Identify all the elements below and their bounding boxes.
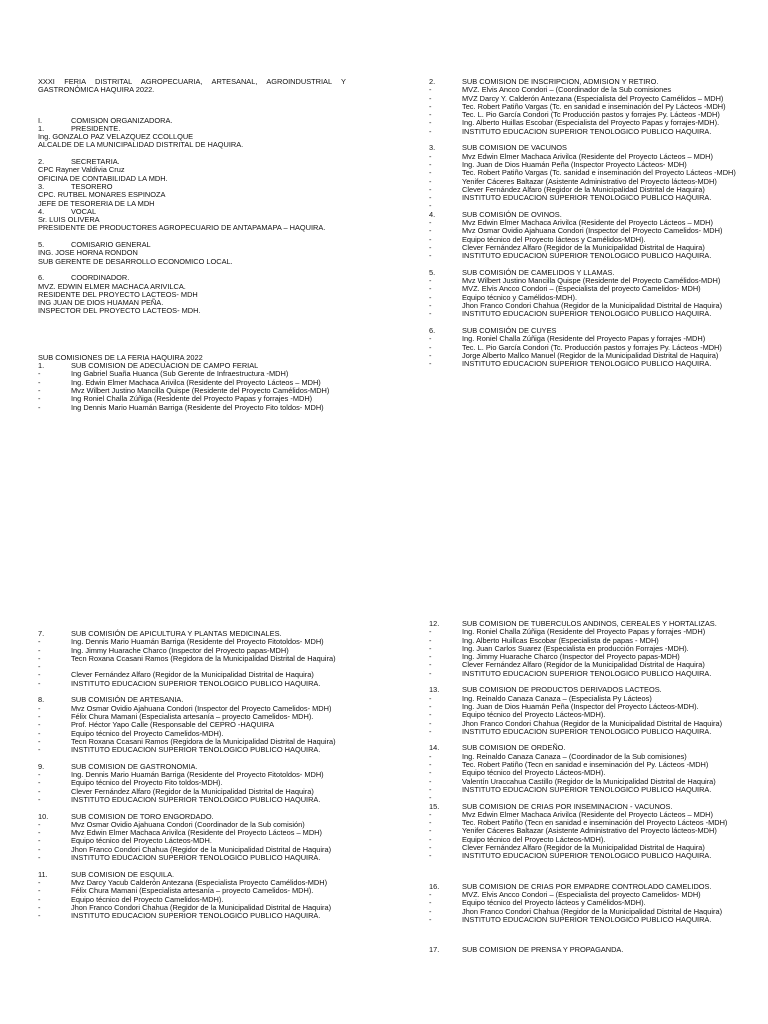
bullet-dash: - — [429, 218, 432, 228]
bullet-dash: - — [429, 693, 432, 703]
list-item-text: INSTITUTO EDUCACION SUPERIOR TENOLOGICO PUBLICO HAQUIRA. — [462, 668, 712, 678]
document-title-line-1: XXXI FERIA DISTRITAL AGROPECUARIA, ARTESANAL, AGROINDUSTRIAL Y — [38, 77, 346, 86]
bullet-dash: - — [429, 101, 432, 111]
list-item-text: Equipo técnico del Proyecto Fito toldos-MDH). — [71, 778, 223, 788]
list-item-text: Mvz Osmar Ovidio Ajahuana Condori (Coordinador de la Sub comisión) — [71, 819, 305, 829]
bullet-dash: - — [38, 703, 41, 713]
bullet-dash: - — [429, 851, 432, 861]
role-heading-commissioner: 5. COMISARIO GENERAL — [38, 240, 151, 250]
list-item-text: Mvz Osmar Ovidio Ajahuana Condori (Inspector del Proyecto Camelidos- MDH) — [71, 703, 332, 713]
list-item-text: Mvz Edwin Elmer Machaca Arivilca (Residente del Proyecto Lácteos – MDH) — [71, 828, 322, 838]
list-item-text: Ing. Dennis Mario Huamán Barriga (Residente del Proyecto Fitotoldos- MDH) — [71, 770, 324, 780]
bullet-dash: - — [429, 635, 432, 645]
commissioner-name: ING. JOSE HORNA RONDON — [38, 248, 138, 258]
bullet-dash: - — [429, 85, 432, 95]
list-item-text: Ing. Alberto Huillas Escobar (Especialista del Proyecto Papas y forrajes-MDH). — [462, 118, 720, 128]
subcommissions-heading: SUB COMISIONES DE LA FERIA HAQUIRA 2022 — [38, 352, 203, 362]
bullet-dash: - — [38, 819, 41, 829]
list-item-text: Tec. Robert Patiño Vargas (Tc. sanidad e inseminación del Proyecto Lácteos -MDH) — [462, 168, 736, 178]
bullet-dash: - — [429, 284, 432, 294]
bullet-dash: - — [429, 234, 432, 244]
right-column-page-1 — [429, 78, 759, 368]
list-item-text: Ing. Reinaldo Canaza Canaza – (Coordinador de la Sub comisiones) — [462, 751, 687, 761]
list-item — [429, 852, 759, 860]
list-item-text: Clever Fernández Alfaro (Regidor de la Municipalidad Distrital de Haquira) — [71, 786, 314, 796]
section-heading-organizing-committee: I. COMISION ORGANIZADORA. — [38, 115, 173, 125]
list-item-text: Ing. Reinaldo Canaza Canaza – (Especialista Py Lácteos) — [462, 693, 652, 703]
bullet-dash: - — [429, 251, 432, 261]
list-item-text: Tec. Robert Patiño Vargas (Tc. en sanidad e inseminación del Py Lácteos -MDH) — [462, 101, 726, 111]
bullet-dash: - — [38, 653, 41, 663]
subcommission-13-list — [429, 695, 759, 736]
list-item-text: INSTITUTO EDUCACION SUPERIOR TENOLOGICO PUBLICO HAQUIRA. — [71, 853, 321, 863]
bullet-dash: - — [429, 118, 432, 128]
list-item-text: Equipo técnico y Camélidos-MDH). — [462, 292, 578, 302]
subcommission-16-title: 16. SUB COMISION DE CRIAS POR EMPADRE CONTROLADO CAMELIDOS. — [429, 881, 712, 891]
subcommission-4-list — [429, 219, 759, 260]
subcommission-6-list — [429, 335, 759, 368]
bullet-dash: - — [38, 377, 41, 387]
list-item-text: Jhon Franco Condori Chahua (Regidor de la Municipalidad Distrital de Haquira) — [71, 902, 332, 912]
bullet-dash: - — [38, 877, 41, 887]
bullet-dash: - — [429, 643, 432, 653]
treasurer-position: JEFE DE TESORERIA DE LA MDH — [38, 198, 155, 208]
bullet-dash: - — [429, 710, 432, 720]
bullet-dash: - — [429, 914, 432, 924]
bullet-dash: - — [38, 778, 41, 788]
list-item — [38, 912, 358, 920]
bullet-dash: - — [429, 843, 432, 853]
subcommission-1-title: 1. SUB COMISION DE ADECUACION DE CAMPO FERIAL — [38, 361, 259, 371]
left-column-page-1 — [38, 78, 358, 412]
subcommission-15-title: 15. SUB COMISION DE CRIAS POR INSEMINACION - VACUNOS. — [429, 801, 673, 811]
vocal-name: Sr. LUIS OLIVERA — [38, 215, 100, 225]
bullet-dash: - — [38, 402, 41, 412]
list-item — [38, 680, 358, 688]
bullet-dash: - — [38, 828, 41, 838]
subcommission-12-list — [429, 628, 759, 678]
list-item-text: MVZ. Elvis Ancco Condori – (Especialista del proyecto Camelidos- MDH) — [462, 284, 701, 294]
list-item-text: Yenifer Cáceres Baltazar (Asistente Administrativo del Proyecto lácteos-MDH) — [462, 176, 717, 186]
list-item-text: Equipo técnico del Proyecto Lácteos-MDH). — [462, 834, 606, 844]
list-item-text: INSTITUTO EDUCACION SUPERIOR TENOLOGICO PUBLICO HAQUIRA. — [462, 193, 712, 203]
bullet-dash: - — [429, 184, 432, 194]
list-item-text: INSTITUTO EDUCACION SUPERIOR TENOLOGICO PUBLICO HAQUIRA. — [71, 678, 321, 688]
list-item-text: Mvz Osmar Ovidio Ajahuana Condori (Inspector del Proyecto Camelidos- MDH) — [462, 226, 723, 236]
subcommission-17-title: 17. SUB COMISION DE PRENSA Y PROPAGANDA. — [429, 945, 624, 955]
bullet-dash: - — [429, 193, 432, 203]
list-item-text: Ing Roniel Challa Zúñiga (Residente del Proyecto Papas y forrajes -MDH) — [71, 394, 313, 404]
list-item-text: Ing. Roniel Challa Zúñiga (Residente del Proyecto Papas y forrajes -MDH) — [462, 627, 706, 637]
list-item-text: Prof. Héctor Yapo Calle (Responsable del CEPRO -HAQUIRA — [71, 720, 275, 730]
bullet-dash: - — [38, 678, 41, 688]
bullet-dash: - — [429, 309, 432, 319]
list-item-text: INSTITUTO EDUCACION SUPERIOR TENOLOGICO PUBLICO HAQUIRA. — [462, 359, 712, 369]
bullet-dash: - — [38, 720, 41, 730]
vocal-position: PRESIDENTE DE PRODUCTORES AGROPECUARIO DE ANTAPAMAPA – HAQUIRA. — [38, 223, 326, 233]
bullet-dash: - — [429, 151, 432, 161]
list-item-text: Jhon Franco Condori Chahua (Regidor de la Municipalidad Distrital de Haquira) — [462, 906, 723, 916]
bullet-dash: - — [429, 768, 432, 778]
president-name: Ing. GONZALO PAZ VELAZQUEZ CCOLLQUE — [38, 132, 194, 142]
list-item-text: Ing. Dennis Mario Huamán Barriga (Residente del Proyecto Fitotoldos- MDH) — [71, 637, 324, 647]
subcommission-1-list — [38, 370, 358, 411]
bullet-dash: - — [429, 159, 432, 169]
document-title-line-2: GASTRONÓMICA HAQUIRA 2022. — [38, 85, 155, 95]
list-item-text: Jhon Franco Condori Chahua (Regidor de la Municipalidad Distrital de Haquira) — [462, 718, 723, 728]
list-item-text: Ing Dennis Mario Huamán Barriga (Residente del Proyecto Fito toldos- MDH) — [71, 402, 324, 412]
bullet-dash: - — [429, 834, 432, 844]
bullet-dash: - — [429, 110, 432, 120]
list-item-text: Tec. L. Pio García Condori (Tc. Producción pastos y forrajes Py. Lácteos -MDH) — [462, 342, 722, 352]
subcommission-5-list — [429, 277, 759, 318]
list-item — [429, 310, 759, 318]
bullet-dash: - — [429, 760, 432, 770]
list-item — [429, 194, 759, 202]
list-item-text: Clever Fernández Alfaro (Regidor de la Municipalidad Distrital de Haquira) — [462, 184, 705, 194]
bullet-dash: - — [429, 334, 432, 344]
bullet-dash: - — [38, 711, 41, 721]
document-page-2 — [0, 600, 768, 1024]
list-item-text: Jorge Alberto Mallco Manuel (Regidor de la Municipalidad Distrital de Haquira) — [462, 350, 719, 360]
subcommission-14-title: 14. SUB COMISION DE ORDEÑO. — [429, 743, 566, 753]
subcommission-5-title: 5. SUB COMISIÓN DE CAMELIDOS Y LLAMAS. — [429, 267, 615, 277]
list-item-text: Ing. Juan de Dios Huamán Peña (Inspector del Proyecto Lácteos-MDH). — [462, 701, 699, 711]
bullet-dash: - — [38, 911, 41, 921]
list-item — [429, 128, 759, 136]
bullet-dash: - — [38, 736, 41, 746]
bullet-dash: - — [429, 660, 432, 670]
list-item-text: INSTITUTO EDUCACION SUPERIOR TENOLOGICO PUBLICO HAQUIRA. — [71, 794, 321, 804]
list-item — [38, 746, 358, 754]
list-item-text: INSTITUTO EDUCACION SUPERIOR TENOLOGICO PUBLICO HAQUIRA. — [462, 851, 712, 861]
list-item-text: Ing. Juan de Dios Huamán Peña (Inspector Proyecto Lácteos- MDH) — [462, 159, 687, 169]
page-separator — [0, 460, 768, 600]
list-item-text: Equipo técnico del Proyecto Camelidos-MDH). — [71, 894, 224, 904]
subcommission-3-title: 3. SUB COMISION DE VACUNOS — [429, 143, 567, 153]
subcommission-7-title: 7. SUB COMISIÓN DE APICULTURA Y PLANTAS MEDICINALES. — [38, 629, 282, 638]
bullet-dash: - — [429, 201, 432, 211]
treasurer-name: CPC. RUTBEL MONARES ESPINOZA — [38, 190, 166, 200]
bullet-dash: - — [38, 745, 41, 755]
bullet-dash: - — [429, 176, 432, 186]
list-item-text: Ing. Jimmy Huarache Charco (Inspector del Proyecto papas-MDH) — [71, 645, 289, 655]
list-item-text: Equipo técnico del Proyecto Lácteos-MDH. — [71, 836, 212, 846]
bullet-dash: - — [38, 794, 41, 804]
list-item-text: Equipo técnico del Proyecto Lácteos-MDH). — [462, 768, 606, 778]
subcommission-13-title: 13. SUB COMISION DE PRODUCTOS DERIVADOS LACTEOS. — [429, 685, 662, 695]
left-column-page-2 — [38, 630, 358, 920]
list-item-text: Valentín Uraccahua Castillo (Regidor de la Municipalidad Distrital de Haquira) — [462, 776, 716, 786]
list-item-text: INSTITUTO EDUCACION SUPERIOR TENOLOGICO PUBLICO HAQUIRA. — [462, 309, 712, 319]
list-item-text: Clever Fernández Alfaro (Regidor de la Municipalidad Distrital de Haquira) — [462, 660, 705, 670]
bullet-dash: - — [38, 886, 41, 896]
coordinator-line-4: INSPECTOR DEL PROYECTO LACTEOS- MDH. — [38, 306, 201, 316]
subcommission-10-title: 10. SUB COMISION DE TORO ENGORDADO. — [38, 811, 214, 821]
list-item-text: Equipo técnico del Proyecto Lácteos-MDH). — [462, 710, 606, 720]
list-item-text: Clever Fernández Alfaro (Regidor de la Municipalidad Distrital de Haquira) — [462, 242, 705, 252]
bullet-dash: - — [429, 627, 432, 637]
bullet-dash: - — [429, 242, 432, 252]
bullet-dash: - — [429, 784, 432, 794]
subcommission-7-list — [38, 638, 358, 688]
list-item-text: Félix Chura Mamani (Especialista artesanía – proyecto Camelidos- MDH). — [71, 886, 314, 896]
bullet-dash: - — [38, 385, 41, 395]
bullet-dash: - — [429, 818, 432, 828]
list-item-text: INSTITUTO EDUCACION SUPERIOR TENOLOGICO PUBLICO HAQUIRA. — [462, 784, 712, 794]
secretary-name: CPC Rayner Valdivia Cruz — [38, 165, 125, 175]
list-item-text: Equipo técnico del Proyecto Camelidos-MDH). — [71, 728, 224, 738]
list-item-text: INSTITUTO EDUCACION SUPERIOR TENOLOGICO PUBLICO HAQUIRA. — [462, 251, 712, 261]
list-item-text: INSTITUTO EDUCACION SUPERIOR TENOLOGICO PUBLICO HAQUIRA. — [462, 914, 712, 924]
bullet-dash: - — [38, 728, 41, 738]
bullet-dash: - — [429, 292, 432, 302]
bullet-dash: - — [429, 776, 432, 786]
bullet-dash: - — [38, 902, 41, 912]
subcommission-8-title: 8. SUB COMISIÓN DE ARTESANIA. — [38, 695, 184, 705]
bullet-dash: - — [429, 342, 432, 352]
list-item-text: Mvz Edwin Elmer Machaca Arivilca (Residente del Proyecto Lácteos – MDH) — [462, 809, 713, 819]
bullet-dash: - — [429, 906, 432, 916]
role-heading-treasurer: 3. TESORERO — [38, 181, 113, 191]
list-item-text: Mvz Darcy Yacub Calderón Antezana (Especialista Proyecto Camélidos-MDH) — [71, 877, 328, 887]
list-item — [429, 252, 759, 260]
subcommission-4-title: 4. SUB COMISIÓN DE OVINOS. — [429, 209, 562, 219]
list-item-text: MVZ. Elvis Ancco Condori – (Especialista del proyecto Camelidos- MDH) — [462, 889, 701, 899]
coordinator-line-3: ING JUAN DE DIOS HUAMAN PEÑA. — [38, 298, 164, 308]
list-item-text: Ing. Roniel Challa Zúñiga (Residente del Proyecto Papas y forrajes -MDH) — [462, 334, 706, 344]
subcommission-11-list — [38, 879, 358, 920]
list-item-text: MVZ Darcy Y. Calderón Antezana (Especialista del Proyecto Camélidos – MDH) — [462, 93, 724, 103]
bullet-dash: - — [38, 645, 41, 655]
list-item-text: Tec. L. Pio García Condori (Tc Producción pastos y forrajes Py. Lácteos -MDH) — [462, 110, 720, 120]
list-item-text: Mvz Edwin Elmer Machaca Arivilca (Residente del Proyecto Lácteos – MDH) — [462, 218, 713, 228]
bullet-dash: - — [38, 637, 41, 647]
bullet-dash: - — [38, 786, 41, 796]
subcommission-6-title: 6. SUB COMISIÓN DE CUYES — [429, 325, 557, 335]
bullet-dash: - — [38, 369, 41, 379]
list-item-text: Tec. Robert Patiño (Tecn en sanidad e inseminación del Py. Lácteos -MDH) — [462, 760, 709, 770]
coordinator-line-2: RESIDENTE DEL PROYECTO LACTEOS- MDH — [38, 289, 198, 299]
bullet-dash: - — [429, 276, 432, 286]
president-position: ALCALDE DE LA MUNICIPALIDAD DISTRITAL DE HAQUIRA. — [38, 140, 244, 150]
bullet-dash: - — [429, 350, 432, 360]
bullet-dash: - — [429, 751, 432, 761]
list-item-text: Tecn Roxana Ccasani Ramos (Regidora de la Municipalidad Distrital de Haquira) — [71, 736, 336, 746]
subcommission-2-title: 2. SUB COMISION DE INSCRIPCION, ADMISION Y RETIRO. — [429, 77, 659, 86]
list-item — [38, 796, 358, 804]
list-item-text: Ing Gabriel Suaña Huanca (Sub Gerente de Infraestructura -MDH) — [71, 369, 289, 379]
bullet-dash: - — [429, 126, 432, 136]
list-item — [429, 786, 759, 794]
list-item-text: INSTITUTO EDUCACION SUPERIOR TENOLOGICO PUBLICO HAQUIRA. — [462, 126, 712, 136]
bullet-dash: - — [429, 793, 432, 803]
bullet-dash: - — [429, 301, 432, 311]
bullet-dash: - — [429, 701, 432, 711]
bullet-dash: - — [429, 652, 432, 662]
bullet-dash: - — [38, 770, 41, 780]
role-heading-secretary: 2. SECRETARIA. — [38, 157, 120, 167]
subcommission-11-title: 11. SUB COMISION DE ESQUILA. — [38, 869, 175, 879]
list-item-text: Ing. Edwin Elmer Machaca Arivilca (Residente del Proyecto Lácteos – MDH) — [71, 377, 321, 387]
list-item-text: INSTITUTO EDUCACION SUPERIOR TENOLOGICO PUBLICO HAQUIRA. — [462, 726, 712, 736]
list-item-text: Tec. Robert Patiño (Tecn en sanidad e inseminación del Proyecto Lácteos -MDH) — [462, 818, 728, 828]
bullet-dash: - — [429, 826, 432, 836]
list-item-text: INSTITUTO EDUCACION SUPERIOR TENOLOGICO PUBLICO HAQUIRA. — [71, 745, 321, 755]
bullet-dash: - — [38, 844, 41, 854]
list-item-text: Mvz Wilbert Justino Mancilla Quispe (Residente del Proyecto Camélidos-MDH) — [71, 385, 330, 395]
right-column-page-2 — [429, 620, 759, 954]
subcommission-9-list — [38, 771, 358, 804]
subcommission-8-list — [38, 705, 358, 755]
list-item-text: Tecn Roxana Ccasani Ramos (Regidora de la Municipalidad Distrital de Haquira) — [71, 653, 336, 663]
list-item — [38, 655, 358, 663]
subcommission-16-list — [429, 891, 759, 924]
bullet-dash: - — [38, 894, 41, 904]
bullet-dash: - — [429, 809, 432, 819]
bullet-dash: - — [429, 898, 432, 908]
secretary-position: OFICINA DE CONTABILIDAD LA MDH. — [38, 173, 168, 183]
list-item-text: MVZ. Elvis Ancco Condori – (Coordinador de la Sub comisiones — [462, 85, 672, 95]
list-item-text: INSTITUTO EDUCACION SUPERIOR TENOLOGICO PUBLICO HAQUIRA. — [71, 911, 321, 921]
role-heading-president: 1. PRESIDENTE. — [38, 123, 121, 133]
list-item-text: Ing. Juan Carlos Suarez (Especialista en producción Forrajes -MDH). — [462, 643, 689, 653]
subcommission-14-list — [429, 753, 759, 803]
list-item-text: Mvz Wilbert Justino Mancilla Quispe (Residente del Proyecto Camélidos-MDH) — [462, 276, 721, 286]
bullet-dash: - — [429, 168, 432, 178]
list-item-text: Ing. Jimmy Huarache Charco (Inspector del Proyecto papas-MDH) — [462, 652, 680, 662]
bullet-dash: - — [429, 93, 432, 103]
role-heading-coordinator: 6. COORDINADOR. — [38, 273, 130, 283]
list-item-text: Jhon Franco Condori Chahua (Regidor de la Municipalidad Distrital de Haquira) — [462, 301, 723, 311]
bullet-dash: - — [429, 889, 432, 899]
subcommission-9-title: 9. SUB COMISION DE GASTRONOMIA. — [38, 761, 198, 771]
list-item-text: Yenifer Cáceres Baltazar (Asistente Administrativo del Proyecto lácteos-MDH) — [462, 826, 717, 836]
list-item-text: Equipo técnico del Proyecto lácteos y Camélidos-MDH). — [462, 234, 646, 244]
subcommission-2-list — [429, 86, 759, 136]
list-item-text: Félix Chura Mamani (Especialista artesanía – proyecto Camelidos- MDH). — [71, 711, 314, 721]
subcommission-10-list — [38, 821, 358, 862]
bullet-dash: - — [38, 836, 41, 846]
bullet-dash: - — [38, 670, 41, 680]
commissioner-position: SUB GERENTE DE DESARROLLO ECONOMICO LOCAL. — [38, 256, 233, 266]
coordinator-line-1: MVZ. EDWIN ELMER MACHACA ARIVILCA. — [38, 281, 186, 291]
list-item-text: Clever Fernández Alfaro (Regidor de la Municipalidad Distrital de Haquira) — [71, 670, 314, 680]
list-item — [38, 854, 358, 862]
bullet-dash: - — [38, 662, 41, 672]
subcommission-12-title: 12. SUB COMISION DE TUBERCULOS ANDINOS, CEREALES Y HORTALIZAS. — [429, 619, 717, 628]
subcommission-3-list — [429, 153, 759, 211]
subcommission-15-list — [429, 811, 759, 861]
list-item — [429, 728, 759, 736]
role-heading-vocal: 4. VOCAL — [38, 206, 97, 216]
document-page-1 — [0, 0, 768, 460]
list-item — [429, 916, 759, 924]
bullet-dash: - — [429, 226, 432, 236]
list-item-text: Jhon Franco Condori Chahua (Regidor de la Municipalidad Distrital de Haquira) — [71, 844, 332, 854]
bullet-dash: - — [429, 668, 432, 678]
list-item — [38, 404, 358, 412]
list-item-text: Ing. Alberto Huillcas Escobar (Especialista de papas - MDH) — [462, 635, 659, 645]
list-item-text: Equipo técnico del Proyecto lácteos y Camélidos-MDH). — [462, 898, 646, 908]
bullet-dash: - — [429, 726, 432, 736]
list-item-text: Mvz Edwin Elmer Machaca Arivilca (Residente del Proyecto Lácteos – MDH) — [462, 151, 713, 161]
bullet-dash: - — [38, 394, 41, 404]
bullet-dash: - — [429, 359, 432, 369]
list-item — [429, 360, 759, 368]
list-item-text: Clever Fernández Alfaro (Regidor de la Municipalidad Distrital de Haquira) — [462, 843, 705, 853]
list-item — [429, 670, 759, 678]
bullet-dash: - — [38, 853, 41, 863]
bullet-dash: - — [429, 718, 432, 728]
